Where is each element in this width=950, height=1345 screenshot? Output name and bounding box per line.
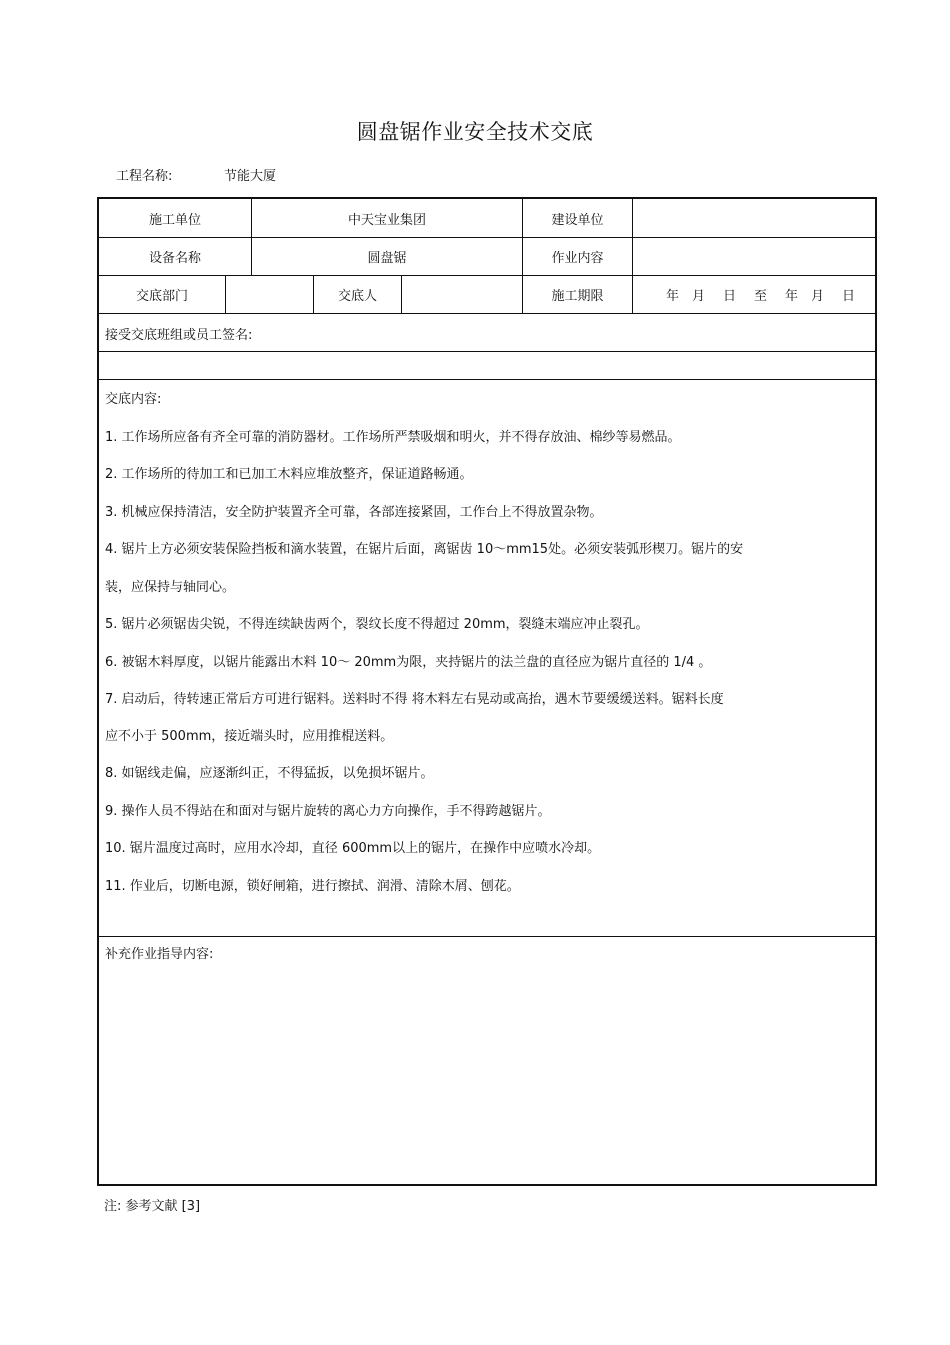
content-item-4: 4. 锯片上方必须安装保险挡板和滴水装置，在锯片后面，离锯齿 10～mm15处。必须安装弧形楔刀。锯片的安: [105, 542, 744, 557]
disclosure-table: [97, 197, 877, 1186]
period-day-end: 日: [842, 289, 856, 304]
disclosure-person-value: [401, 276, 522, 313]
supplement-label: 补充作业指导内容:: [105, 947, 214, 962]
construction-unit-label: 施工单位: [148, 212, 201, 228]
content-label: 交底内容:: [105, 392, 162, 407]
work-content-value: [632, 238, 875, 275]
content-item-1: 1. 工作场所应备有齐全可靠的消防器材。工作场所严禁吸烟和明火，并不得存放油、棉纱等易燃品。: [105, 430, 681, 445]
signature-label: 接受交底班组或员工签名:: [105, 328, 253, 343]
table-row-units: [99, 199, 875, 238]
construction-unit-value: 中天宝业集团: [251, 199, 522, 237]
construction-period-label: 施工期限: [522, 276, 632, 313]
content-item-8: 8. 如锯线走偏，应逐渐纠正，不得猛扳，以免损坏锯片。: [105, 766, 434, 781]
disclosure-dept-label: 交底部门: [135, 289, 188, 304]
owner-unit-value: [632, 199, 875, 237]
content-item-7-cont: 应不小于 500mm，接近端头时，应用推棍送料。: [105, 729, 394, 744]
disclosure-dept-value: [225, 276, 313, 313]
table-row-signature-label: [99, 314, 875, 352]
construction-period-value: [632, 276, 875, 313]
period-year-end: 年: [785, 289, 799, 304]
period-year-start: 年: [666, 289, 680, 304]
owner-unit-label: 建设单位: [522, 199, 632, 237]
content-item-6: 6. 被锯木料厚度，以锯片能露出木料 10～ 20mm为限，夹持锯片的法兰盘的直径应为锯片直径的 1/4 。: [105, 655, 712, 670]
content-item-9: 9. 操作人员不得站在和面对与锯片旋转的离心力方向操作，手不得跨越锯片。: [105, 804, 551, 819]
table-row-disclosure: [99, 276, 875, 314]
reference-note: 注: 参考文献 [3]: [104, 1199, 201, 1214]
supplement-section: [99, 937, 875, 1184]
project-name-line: [116, 165, 277, 184]
equipment-name-label: 设备名称: [148, 251, 201, 266]
document-title: 圆盘锯作业安全技术交底: [356, 120, 594, 144]
equipment-name-value: 圆盘锯: [251, 238, 522, 275]
project-name-value: 节能大厦: [224, 169, 277, 184]
period-day-start: 日: [723, 289, 737, 304]
content-item-5: 5. 锯片必须锯齿尖锐，不得连续缺齿两个，裂纹长度不得超过 20mm，裂缝末端应冲止裂孔。: [105, 617, 649, 632]
table-row-equipment: [99, 238, 875, 276]
content-item-10: 10. 锯片温度过高时，应用水冷却，直径 600mm以上的锯片，在操作中应喷水冷却。: [105, 841, 601, 856]
project-name-label: 工程名称:: [116, 169, 173, 184]
work-content-label: 作业内容: [522, 238, 632, 275]
content-item-11: 11. 作业后，切断电源，锁好闸箱，进行擦拭、润滑、清除木屑、刨花。: [105, 879, 520, 894]
content-item-2: 2. 工作场所的待加工和已加工木料应堆放整齐，保证道路畅通。: [105, 467, 473, 482]
content-item-7: 7. 启动后，待转速正常后方可进行锯料。送料时不得 将木料左右晃动或高抬，遇木节要缓缓送料。锯料长度: [105, 692, 724, 707]
content-item-4-cont: 装，应保持与轴同心。: [105, 580, 236, 595]
period-to: 至: [754, 289, 768, 304]
period-month-start: 月: [692, 289, 706, 304]
period-month-end: 月: [811, 289, 825, 304]
disclosure-person-label: 交底人: [313, 276, 401, 313]
disclosure-content-section: [99, 380, 875, 937]
signature-blank-row: [99, 352, 875, 380]
content-item-3: 3. 机械应保持清洁，安全防护装置齐全可靠，各部连接紧固，工作台上不得放置杂物。: [105, 505, 603, 520]
